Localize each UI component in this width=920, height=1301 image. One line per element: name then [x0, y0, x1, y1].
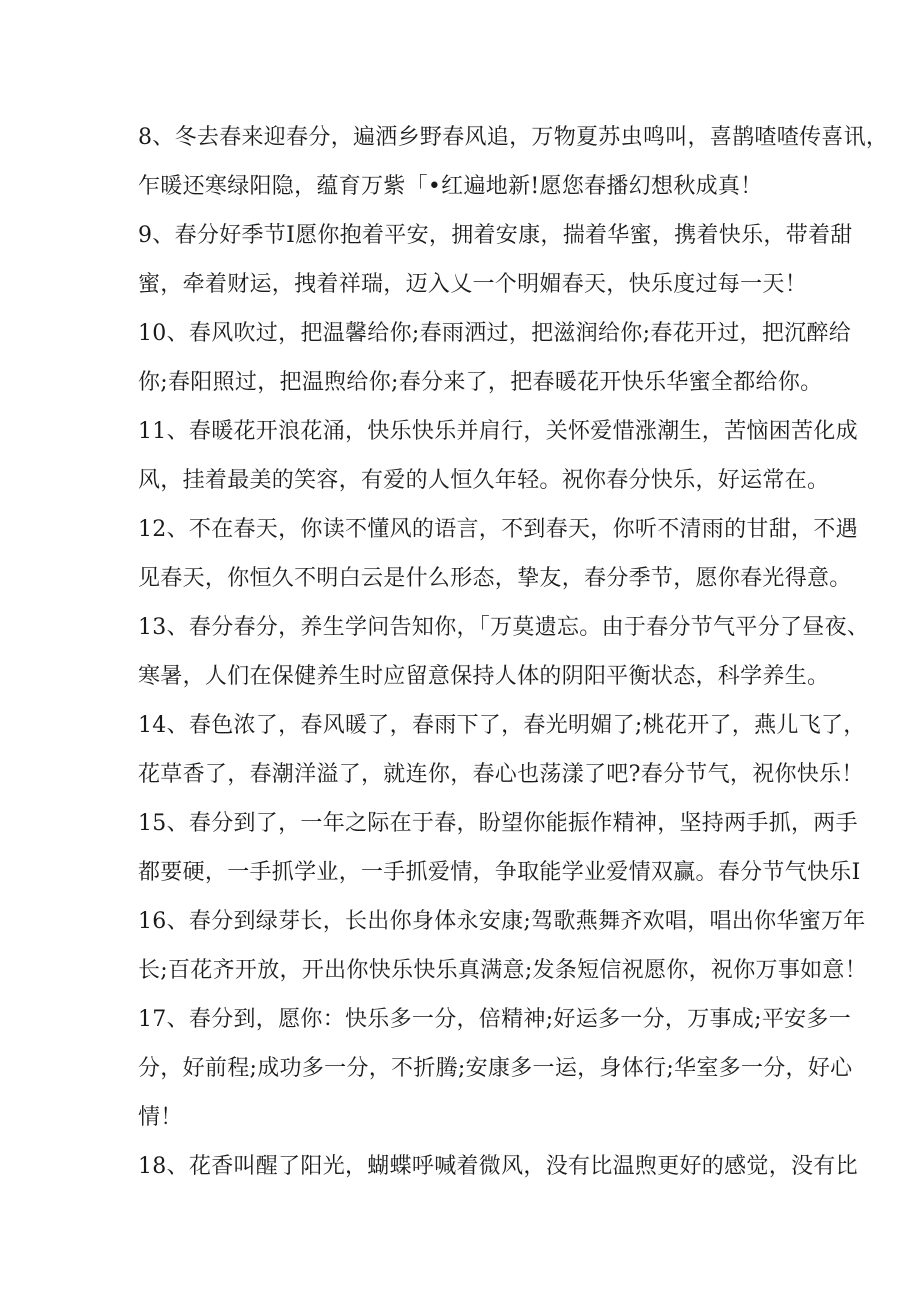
text-line: 分，好前程;成功多一分，不折腾;安康多一运，身体行;华室多一分，好心	[138, 1056, 853, 1081]
text-line: 长;百花齐开放，开出你快乐快乐真满意;发条短信祝愿你，祝你万事如意！	[138, 958, 868, 983]
text-line: 12、不在春天，你读不懂风的语言，不到春天，你听不清雨的甘甜，不遇	[138, 517, 858, 542]
text-line: 乍暖还寒绿阳隐，蕴育万紫「•红遍地新!愿您春播幻想秋成真！	[138, 174, 763, 199]
text-line: 蜜，牵着财运，拽着祥瑞，迈入乂一个明媚春天，快乐度过每一天！	[138, 272, 808, 297]
text-line: 寒暑，人们在保健养生时应留意保持人体的阴阳平衡状态，科学养生。	[138, 664, 830, 689]
text-line: 16、春分到绿芽长，长出你身体永安康;驾歌燕舞齐欢唱，唱出你华蜜万年	[138, 909, 866, 934]
text-line: 10、春风吹过，把温馨给你;春雨洒过，把滋润给你;春花开过，把沉醉给	[138, 321, 852, 346]
document-body	[138, 113, 889, 1191]
text-line: 14、春色浓了，春风暖了，春雨下了，春光明媚了;桃花开了，燕儿飞了，	[138, 713, 866, 738]
text-line: 你;春阳照过，把温煦给你;春分来了，把春暖花开快乐华蜜全都给你。	[138, 370, 823, 395]
text-line: 11、春暖花开浪花涌，快乐快乐并肩行，关怀爱惜涨潮生，苦恼困苦化成	[138, 419, 858, 444]
text-line: 情！	[138, 1105, 183, 1130]
text-line: 风，挂着最美的笑容，有爱的人恒久年轻。祝你春分快乐，好运常在。	[138, 468, 830, 493]
text-line: 见春天，你恒久不明白云是什么形态，挚友，春分季节，愿你春光得意。	[138, 566, 852, 591]
text-line: 花草香了，春潮洋溢了，就连你，春心也荡漾了吧?春分节气，祝你快乐！	[138, 762, 864, 787]
text-line: 15、春分到了，一年之际在于春，盼望你能振作精神，坚持两手抓，两手	[138, 811, 858, 836]
text-line: 18、花香叫醒了阳光，蝴蝶呼喊着微风，没有比温煦更好的感觉，没有比	[138, 1154, 858, 1179]
text-line: 9、春分好季节I愿你抱着平安，拥着安康，揣着华蜜，携着快乐，带着甜	[138, 223, 853, 248]
text-line: 17、春分到，愿你：快乐多一分，倍精神;好运多一分，万事成;平安多一	[138, 1007, 852, 1032]
text-line: 都要硬，一手抓学业，一手抓爱情，争取能学业爱情双赢。春分节气快乐I	[138, 860, 861, 885]
text-line: 8、冬去春来迎春分，遍洒乡野春风追，万物夏苏虫鸣叫，喜鹊喳喳传喜讯，	[138, 125, 889, 150]
text-line: 13、春分春分，养生学问告知你，「万莫遗忘。由于春分节气平分了昼夜、	[138, 615, 870, 640]
